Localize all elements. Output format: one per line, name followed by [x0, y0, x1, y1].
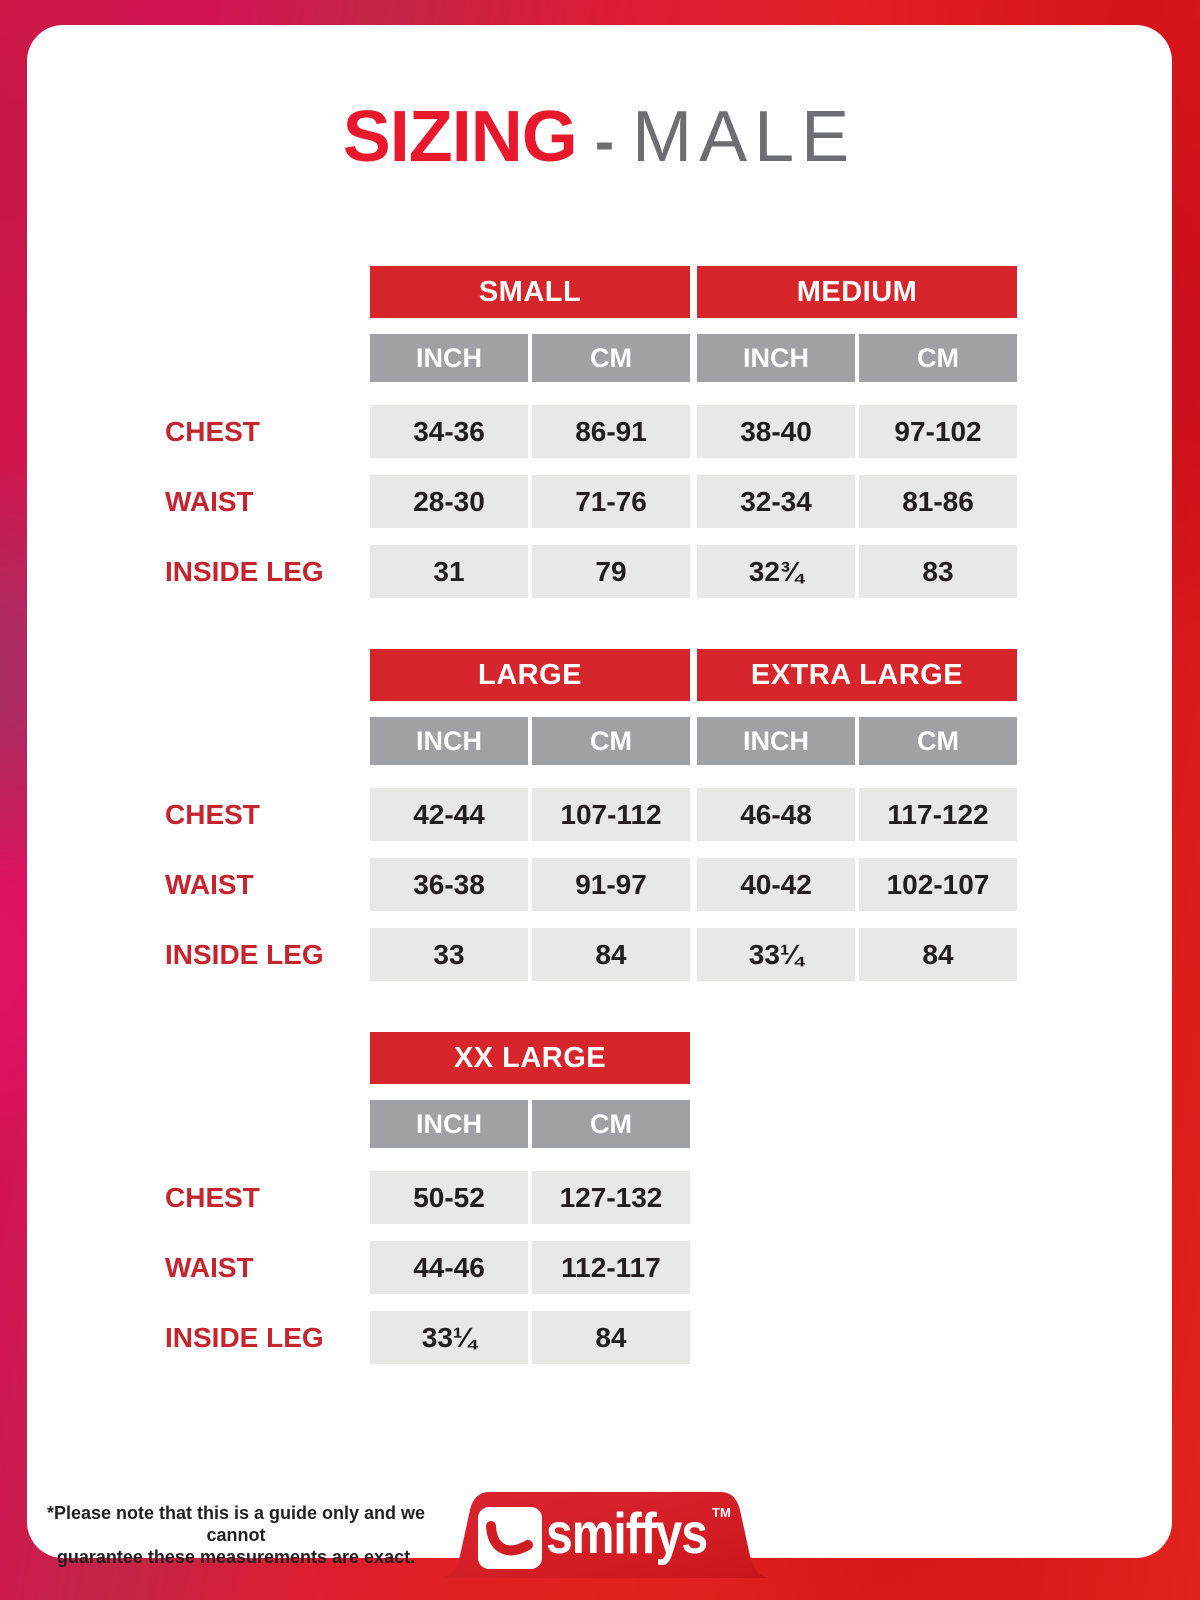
unit-header-inch: INCH — [697, 717, 855, 765]
value-cell: 97-102 — [859, 405, 1017, 458]
unit-header-cm: CM — [532, 1100, 690, 1148]
row-label-inside-leg: INSIDE LEG — [165, 938, 324, 970]
value-cell: 107-112 — [532, 788, 690, 841]
value-cell: 33¼ — [697, 928, 855, 981]
size-table-small-medium — [165, 266, 1017, 598]
size-header-extra-large: EXTRA LARGE — [697, 649, 1017, 701]
value-cell: 33¼ — [370, 1311, 528, 1364]
value-cell: 71-76 — [532, 475, 690, 528]
disclaimer-line-1: *Please note that this is a guide only and we cannot — [46, 1503, 426, 1545]
size-header-xx-large: XX LARGE — [370, 1032, 690, 1084]
value-cell: 91-97 — [532, 858, 690, 911]
value-cell: 81-86 — [859, 475, 1017, 528]
unit-header-cm: CM — [859, 717, 1017, 765]
value-cell: 84 — [859, 928, 1017, 981]
value-cell: 83 — [859, 545, 1017, 598]
unit-header-cm: CM — [532, 717, 690, 765]
value-cell: 32-34 — [697, 475, 855, 528]
value-cell: 36-38 — [370, 858, 528, 911]
value-cell: 117-122 — [859, 788, 1017, 841]
value-cell: 40-42 — [697, 858, 855, 911]
size-table-xxlarge — [165, 1032, 1017, 1364]
page-title — [27, 96, 1172, 178]
size-header-medium: MEDIUM — [697, 266, 1017, 318]
row-label-waist: WAIST — [165, 868, 254, 900]
smiffys-smile-icon — [478, 1507, 542, 1569]
unit-header-inch: INCH — [370, 334, 528, 382]
value-cell: 33 — [370, 928, 528, 981]
row-label-chest: CHEST — [165, 415, 260, 447]
value-cell: 38-40 — [697, 405, 855, 458]
value-cell: 28-30 — [370, 475, 528, 528]
disclaimer-line-2: guarantee these measurements are exact. — [56, 1547, 416, 1567]
unit-header-inch: INCH — [697, 334, 855, 382]
value-cell: 84 — [532, 1311, 690, 1364]
value-cell: 79 — [532, 545, 690, 598]
value-cell: 32¾ — [697, 545, 855, 598]
unit-header-inch: INCH — [370, 717, 528, 765]
value-cell: 42-44 — [370, 788, 528, 841]
title-sizing: SIZING — [342, 97, 577, 177]
row-label-waist: WAIST — [165, 1251, 254, 1283]
value-cell: 86-91 — [532, 405, 690, 458]
title-separator: - — [594, 109, 615, 174]
unit-header-inch: INCH — [370, 1100, 528, 1148]
row-label-inside-leg: INSIDE LEG — [165, 1321, 324, 1353]
size-header-small: SMALL — [370, 266, 690, 318]
value-cell: 31 — [370, 545, 528, 598]
value-cell: 112-117 — [532, 1241, 690, 1294]
value-cell: 44-46 — [370, 1241, 528, 1294]
smiffys-smile-box — [478, 1507, 542, 1569]
disclaimer-note — [45, 1502, 427, 1568]
size-header-large: LARGE — [370, 649, 690, 701]
unit-header-cm: CM — [859, 334, 1017, 382]
title-gender: MALE — [632, 97, 857, 177]
value-cell: 102-107 — [859, 858, 1017, 911]
row-label-inside-leg: INSIDE LEG — [165, 555, 324, 587]
row-label-chest: CHEST — [165, 798, 260, 830]
unit-header-cm: CM — [532, 334, 690, 382]
value-cell: 50-52 — [370, 1171, 528, 1224]
trademark-symbol: TM — [712, 1505, 731, 1520]
row-label-waist: WAIST — [165, 485, 254, 517]
value-cell: 84 — [532, 928, 690, 981]
row-label-chest: CHEST — [165, 1181, 260, 1213]
value-cell: 46-48 — [697, 788, 855, 841]
size-table-large-xlarge — [165, 649, 1017, 981]
value-cell: 127-132 — [532, 1171, 690, 1224]
value-cell: 34-36 — [370, 405, 528, 458]
smiffys-logo-text: smiffys — [546, 1502, 708, 1567]
